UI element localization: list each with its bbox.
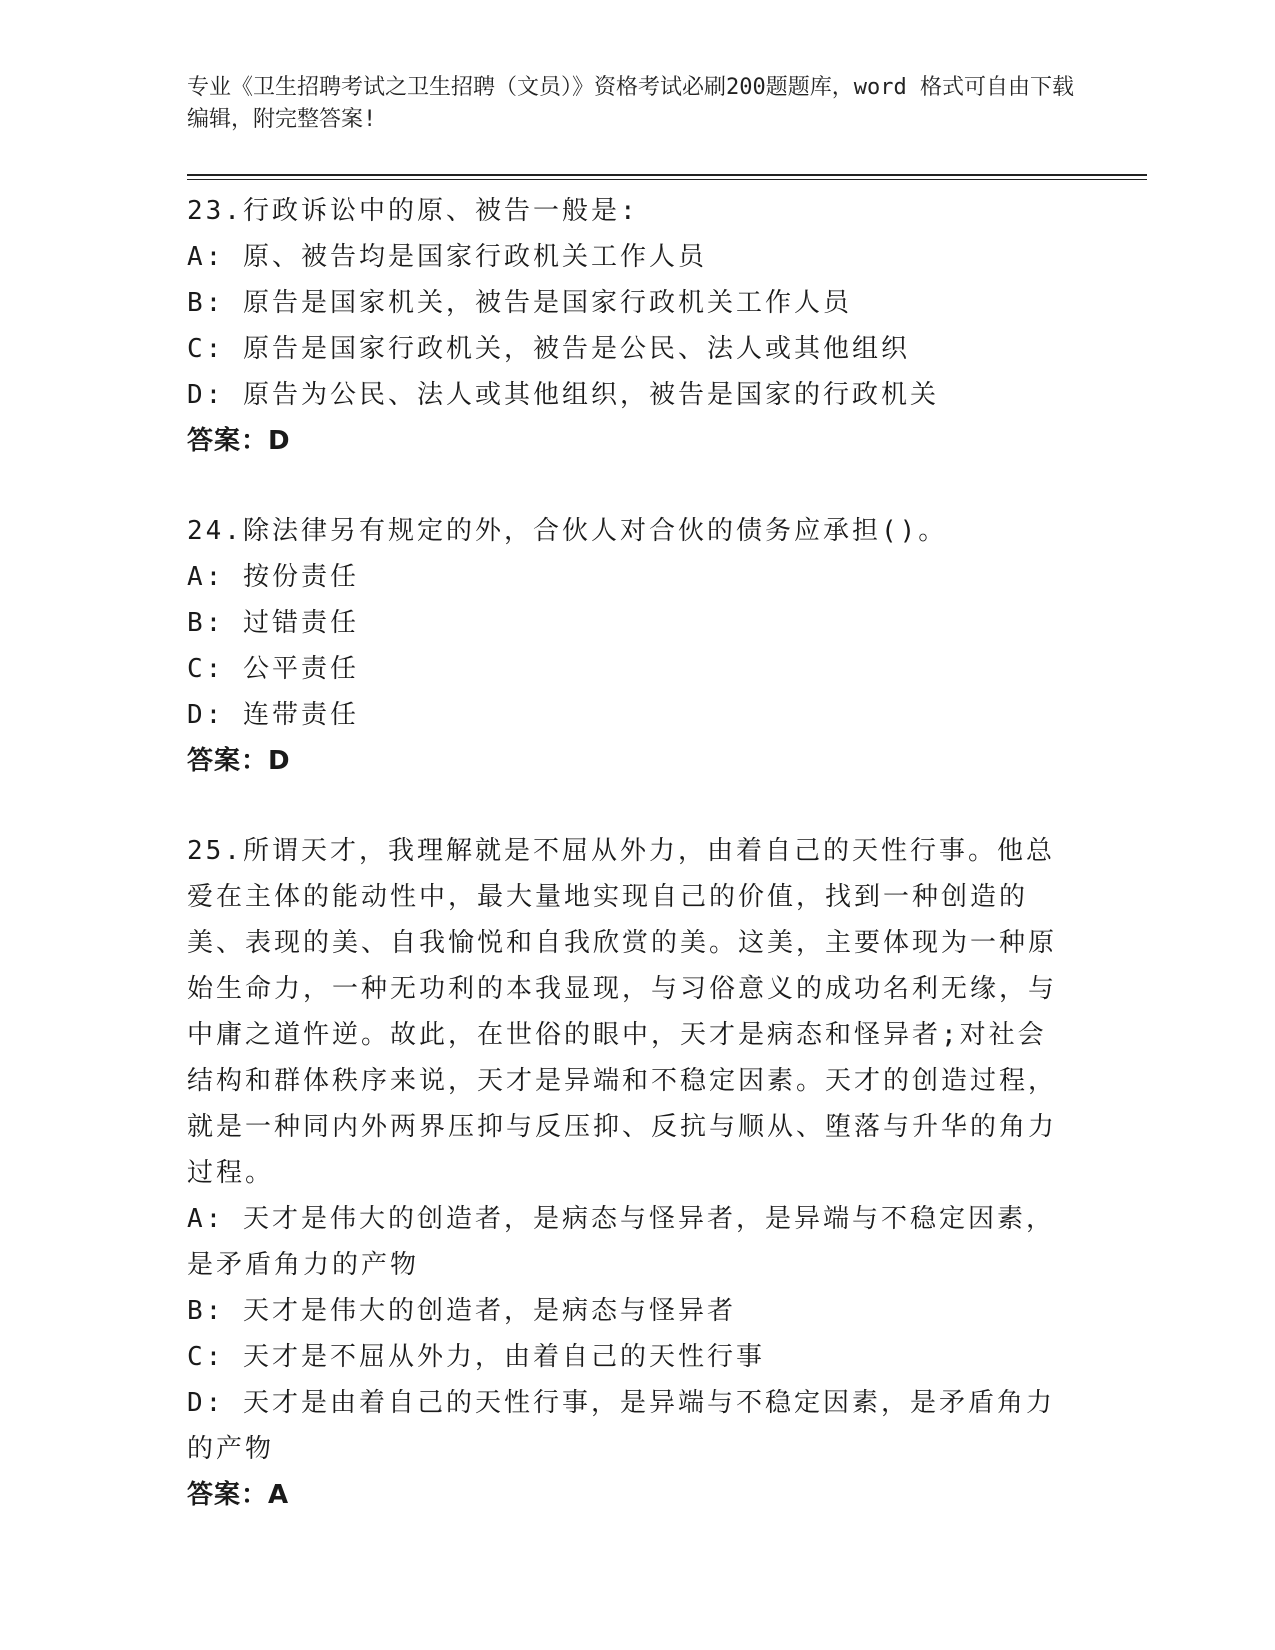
- option-a: A: 原、被告均是国家行政机关工作人员: [187, 242, 707, 272]
- option-c: C: 原告是国家行政机关，被告是公民、法人或其他组织: [187, 334, 910, 364]
- question-24: [187, 508, 1067, 784]
- answer-label: 答案：D: [187, 746, 291, 776]
- question-stem: 24.除法律另有规定的外，合伙人对合伙的债务应承担()。: [187, 516, 948, 546]
- option-d: D: 原告为公民、法人或其他组织，被告是国家的行政机关: [187, 380, 939, 410]
- document-page: [187, 72, 1187, 1510]
- option-d: D: 连带责任: [187, 700, 359, 730]
- divider-line-thin: [187, 179, 1147, 180]
- header-divider: [187, 174, 1147, 180]
- question-25: [187, 828, 1067, 1518]
- divider-line-thick: [187, 174, 1147, 176]
- option-a: A: 按份责任: [187, 562, 359, 592]
- option-b: B: 原告是国家机关，被告是国家行政机关工作人员: [187, 288, 852, 318]
- option-c: C: 公平责任: [187, 654, 359, 684]
- document-header: 专业《卫生招聘考试之卫生招聘（文员）》资格考试必刷200题题库，word 格式可自由下载编辑，附完整答案!: [187, 75, 1074, 132]
- answer-label: 答案：A: [187, 1480, 290, 1510]
- question-23: [187, 188, 1067, 464]
- option-d: D: 天才是由着自己的天性行事，是异端与不稳定因素，是矛盾角力的产物: [187, 1388, 1055, 1464]
- option-b: B: 天才是伟大的创造者，是病态与怪异者: [187, 1296, 736, 1326]
- answer-label: 答案：D: [187, 426, 291, 456]
- question-list: [187, 188, 1067, 1518]
- question-stem: 25.所谓天才，我理解就是不屈从外力，由着自己的天性行事。他总爱在主体的能动性中，最大量地实现自己的价值，找到一种创造的美、表现的美、自我愉悦和自我欣赏的美。这美，主要体现为一种原始生命力，一种无功利的本我显现，与习俗意义的成功名利无缘，与中庸之道忤逆。故此，在世俗的眼中，天才是病态和怪异者;对社会结构和群体秩序来说，天才是异端和不稳定因素。天才的创造过程，就是一种同内外两界压抑与反压抑、反抗与顺从、堕落与升华的角力过程。: [187, 836, 1058, 1188]
- option-c: C: 天才是不屈从外力，由着自己的天性行事: [187, 1342, 765, 1372]
- question-stem: 23.行政诉讼中的原、被告一般是:: [187, 196, 639, 226]
- option-a: A: 天才是伟大的创造者，是病态与怪异者，是异端与不稳定因素，是矛盾角力的产物: [187, 1204, 1055, 1280]
- option-b: B: 过错责任: [187, 608, 359, 638]
